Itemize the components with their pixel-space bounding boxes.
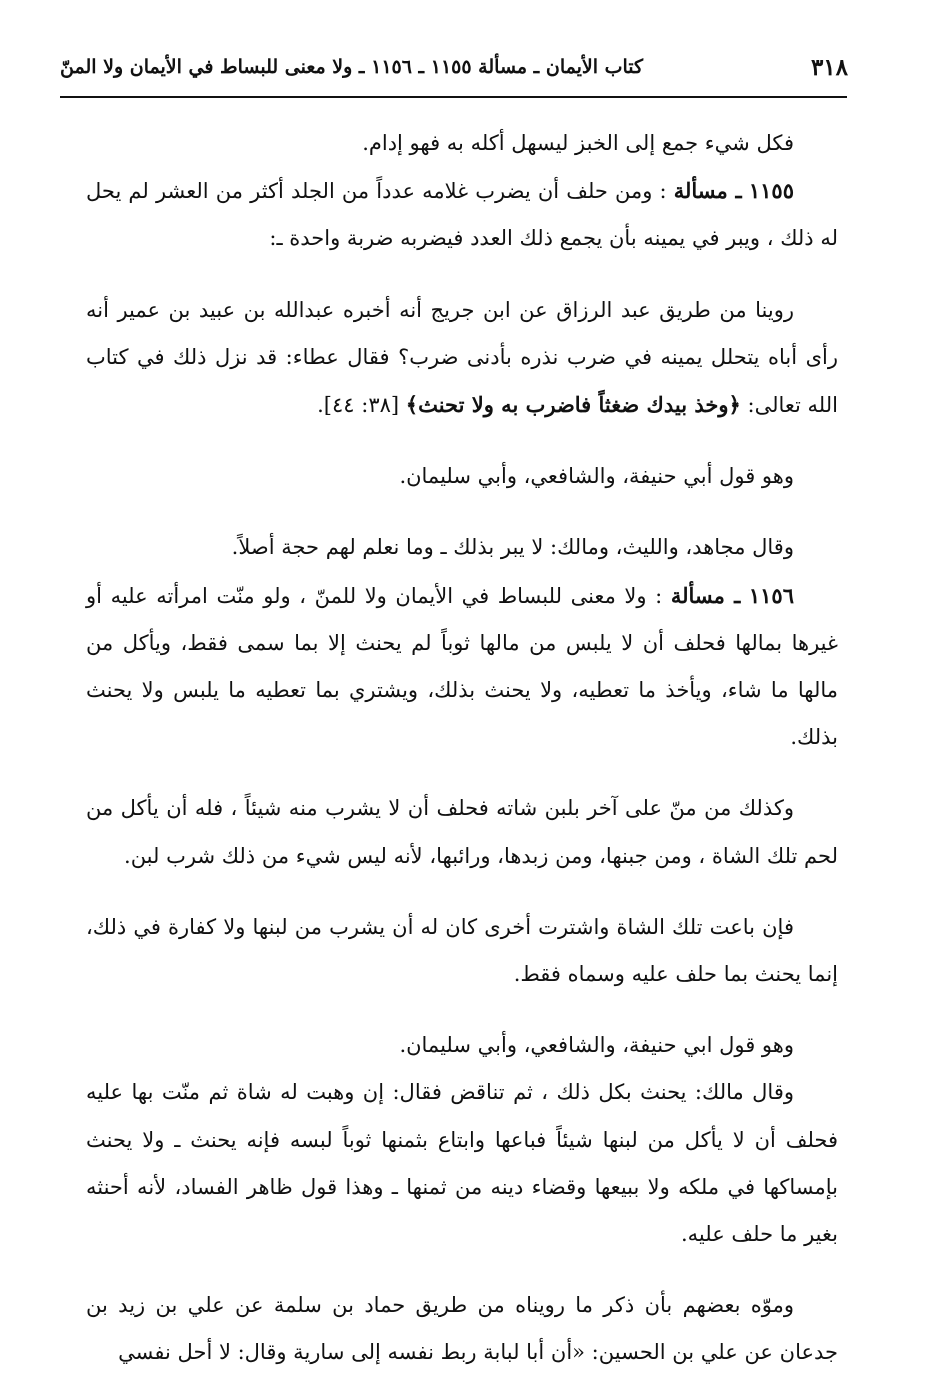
paragraph-opinion-abu-hanifa <box>86 453 838 500</box>
paragraph-text: وموّه بعضهم بأن ذكر ما رويناه من طريق حماد بن سلمة عن علي بن زيد بن جدعان عن علي بن الحسين: «أن أبا لبابة ربط نفسه إلى سارية وقال: لا أحل نفسي <box>86 1293 838 1365</box>
paragraph-sold-sheep <box>86 904 838 998</box>
paragraph-text: فكل شيء جمع إلى الخبز ليسهل أكله به فهو إدام. <box>362 131 794 155</box>
paragraph-narration-abdurrazzaq <box>86 287 838 430</box>
issue-1156 <box>86 572 838 762</box>
running-title: كتاب الأيمان ـ مسألة ١١٥٥ ـ ١١٥٦ ـ ولا معنى للبساط في الأيمان ولا المنّ <box>60 56 644 78</box>
quran-reference: [٣٨: ٤٤]. <box>317 393 400 418</box>
quran-quote: ﴿وخذ بيدك ضغثاً فاضرب به ولا تحنث﴾ <box>405 392 741 418</box>
paragraph-bread-condiment <box>86 120 838 167</box>
page-header <box>60 46 848 90</box>
paragraph-text: وكذلك من منّ على آخر بلبن شاته فحلف أن لا يشرب منه شيئاً ، فله أن يأكل من لحم تلك الشاة ، ومن جبنها، ومن زبدها، ورائبها، لأنه ليس شيء من ذلك شرب لبن. <box>86 796 838 868</box>
paragraph-text: فإن باعت تلك الشاة واشترت أخرى كان له أن يشرب من لبنها ولا كفارة في ذلك، إنما يحنث بما حلف عليه وسماه فقط. <box>86 914 838 987</box>
issue-number: ١١٥٥ <box>748 178 794 204</box>
paragraph-opinion-mujahid <box>86 524 838 571</box>
paragraph-opinion-abu-hanifa-2 <box>86 1022 838 1069</box>
paragraph-text: روينا من طريق عبد الرزاق عن ابن جريج أنه أخبره عبدالله بن عبيد بن عمير أنه رأى أباه يتحلل يمينه في ضرب نذره بأدنى ضرب؟ فقال عطاء: قد نزل ذلك في كتاب الله تعالى: <box>86 297 838 418</box>
issue-1155 <box>86 167 838 262</box>
paragraph-sheep-milk <box>86 785 838 879</box>
page-body <box>86 120 838 1377</box>
paragraph-text: وهو قول ابي حنيفة، والشافعي، وأبي سليمان. <box>399 1033 794 1058</box>
paragraph-opinion-malik <box>86 1069 838 1258</box>
issue-label: ـ مسألة <box>670 582 741 608</box>
issue-number: ١١٥٦ <box>748 582 794 608</box>
paragraph-abu-lubaba <box>86 1282 838 1376</box>
issue-label: ـ مسألة <box>673 178 742 204</box>
paragraph-text: : ولا معنى للبساط في الأيمان ولا للمنّ ، ولو منّت امرأته عليه أو غيرها بمالها فحلف أن لا يلبس من مالها ثوباً لم يحنث إلا بما سمى فقط، ويأكل من مالها ما شاء، ويأخذ ما تعطيه، ولا يحنث بذلك، ويشتري بما تعطيه ما يلبس ولا يحنث بذلك. <box>86 583 838 750</box>
paragraph-text: وهو قول أبي حنيفة، والشافعي، وأبي سليمان. <box>399 464 794 489</box>
paragraph-text: وقال مجاهد، والليث، ومالك: لا يبر بذلك ـ وما نعلم لهم حجة أصلاً. <box>231 535 794 560</box>
header-divider <box>60 96 847 98</box>
paragraph-text: وقال مالك: يحنث بكل ذلك ، ثم تناقض فقال: إن وهبت له شاة ثم منّت بها عليه فحلف أن لا يأكل من لبنها شيئاً فباعها وابتاع بثمنها ثوباً لبسه فإنه يحنث ـ ولا يحنث بإمساكها في ملكه ولا ببيعها وقضاء دينه من ثمنها ـ وهذا قول ظاهر الفساد، لأنه أحنثه بغير ما حلف عليه. <box>86 1080 839 1247</box>
paragraph-text: : ومن حلف أن يضرب غلامه عدداً من الجلد أكثر من العشر لم يحل له ذلك ، ويبر في يمينه بأن يجمع ذلك العدد فيضربه ضربة واحدة ـ: <box>86 179 838 251</box>
page-number: ٣١٨ <box>810 54 848 81</box>
